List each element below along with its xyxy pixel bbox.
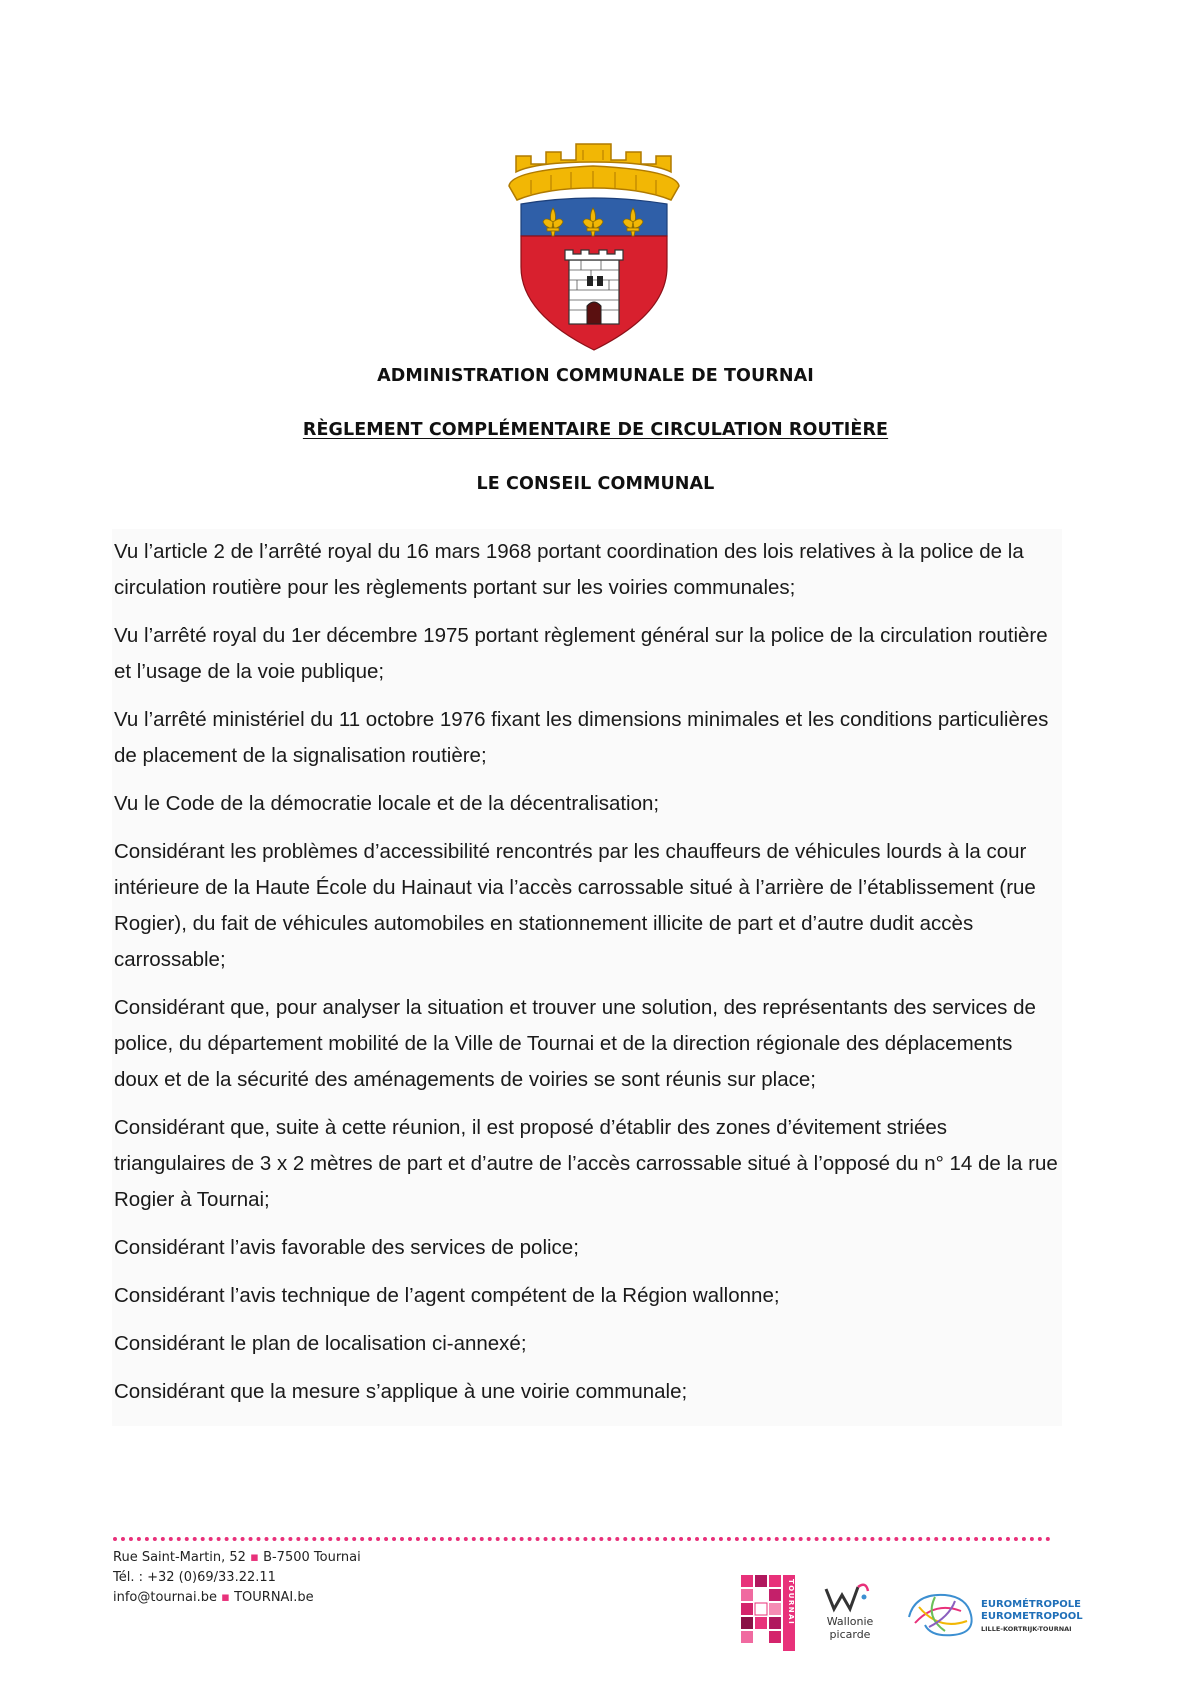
footer-separator-dot: ▪: [250, 1550, 259, 1565]
tournai-logo: [741, 1575, 795, 1651]
paragraph-considerant-analyse: Considérant que, pour analyser la situation et trouver une solution, des représentants des services de police, du département mobilité de la Ville de Tournai et de la direction régionale des déplacements doux et de la sécurité des aménagements de voiries se sont réunis sur place;: [114, 996, 1036, 1091]
footer-address-line: [113, 1550, 361, 1565]
paragraph-considerant-reunion: Considérant que, suite à cette réunion, il est proposé d’établir des zones d’évitement striées triangulaires de 3 x 2 mètres de part et d’autre de l’accès carrossable situé à l’opposé du n° 14 de la rue Rogier à Tournai;: [114, 1116, 1058, 1211]
crown-icon: [509, 144, 679, 200]
tournai-logo-vertical-text: TOURNAI: [787, 1579, 795, 1626]
conseil-heading: LE CONSEIL COMMUNAL: [476, 474, 715, 494]
tournai-mosaic-icon: [741, 1575, 795, 1651]
paragraph-considerant-avis-technique: Considérant l’avis technique de l’agent compétent de la Région wallonne;: [114, 1284, 780, 1307]
paragraph-considerant-avis-police: Considérant l’avis favorable des services de police;: [114, 1236, 579, 1259]
footer-dotted-rule: [113, 1537, 1051, 1541]
footer-contact-line: [113, 1590, 314, 1605]
footer-site-link[interactable]: TOURNAI.be: [234, 1590, 314, 1605]
eurometropole-logo: [905, 1587, 1090, 1641]
wallonie-picarde-logo: [820, 1583, 880, 1645]
picarde-label: picarde: [829, 1628, 871, 1641]
paragraph-vu-article-2: Vu l’article 2 de l’arrêté royal du 16 mars 1968 portant coordination des lois relatives à la police de la circulation routière pour les règlements portant sur les voiries communales;: [114, 540, 1024, 599]
paragraph-considerant-plan: Considérant le plan de localisation ci-annexé;: [114, 1332, 527, 1355]
footer-email-link[interactable]: info@tournai.be: [113, 1590, 217, 1605]
document-body: [112, 529, 1062, 1426]
wallonie-label: Wallonie: [826, 1615, 874, 1628]
footer-separator-dot: ▪: [221, 1590, 230, 1605]
reglement-heading: RÈGLEMENT COMPLÉMENTAIRE DE CIRCULATION ROUTIÈRE: [302, 420, 889, 440]
tournai-coat-of-arms: [491, 142, 696, 354]
eurometropole-cities: LILLE-KORTRIJK-TOURNAI: [981, 1625, 1072, 1633]
tower-icon: [565, 250, 623, 324]
administration-heading: ADMINISTRATION COMMUNALE DE TOURNAI: [377, 366, 814, 386]
paragraph-vu-arrete-royal-1975: Vu l’arrêté royal du 1er décembre 1975 portant règlement général sur la police de la circulation routière et l’usage de la voie publique;: [114, 624, 1048, 683]
paragraph-vu-arrete-ministeriel-1976: Vu l’arrêté ministériel du 11 octobre 1976 fixant les dimensions minimales et les conditions particulières de placement de la signalisation routière;: [114, 708, 1049, 767]
paragraph-vu-code-democratie: Vu le Code de la démocratie locale et de la décentralisation;: [114, 792, 660, 815]
wallonie-picarde-symbol-icon: [826, 1585, 868, 1609]
eurometropole-fr: EUROMÉTROPOLE: [981, 1599, 1081, 1610]
eurometropole-swirl-icon: [909, 1595, 972, 1635]
footer-postal: B-7500 Tournai: [263, 1550, 361, 1565]
footer-phone: Tél. : +32 (0)69/33.22.11: [113, 1570, 276, 1585]
paragraph-considerant-problemes: Considérant les problèmes d’accessibilité rencontrés par les chauffeurs de véhicules lourds à la cour intérieure de la Haute École du Hainaut via l’accès carrossable situé à l’arrière de l’établissement (rue Rogier), du fait de véhicules automobiles en stationnement illicite de part et d’autre dudit accès carrossable;: [114, 840, 1036, 971]
footer-address: Rue Saint-Martin, 52: [113, 1550, 246, 1565]
eurometropool-nl: EUROMETROPOOL: [981, 1611, 1083, 1622]
paragraph-considerant-voirie: Considérant que la mesure s’applique à une voirie communale;: [114, 1380, 688, 1403]
